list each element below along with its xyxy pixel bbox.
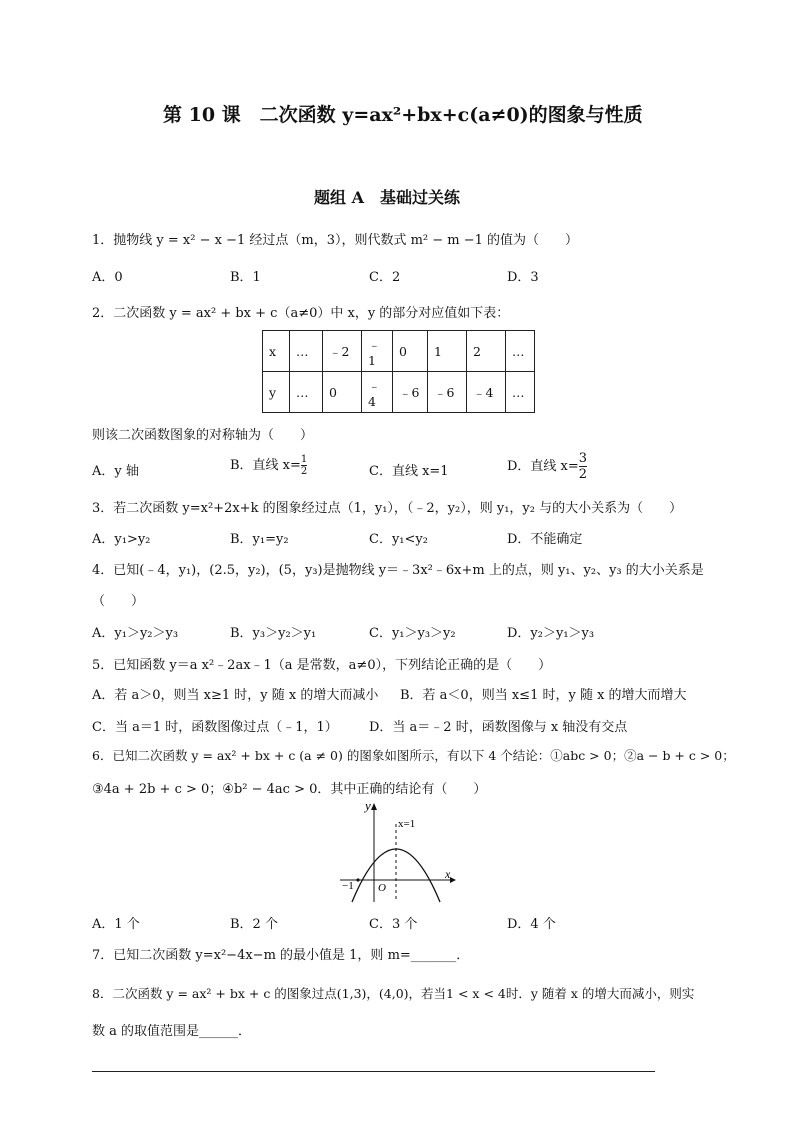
fraction-denominator: 2 (578, 467, 588, 482)
question-1-stem: 1．抛物线 y = x² − x −1 经过点（m，3），则代数式 m² − m −1 的值为（ ） (92, 233, 579, 248)
table-cell: … (290, 331, 323, 372)
page-title: 第 10 课 二次函数 y=ax²+bx+c(a≠0)的图象与性质 (163, 104, 643, 126)
question-2-ask: 则该二次函数图象的对称轴为（ ） (92, 428, 314, 443)
q3-option-a: A．y₁>y₂ (92, 532, 151, 547)
table-cell: ﹣4 (467, 372, 506, 413)
q2-option-c: C．直线 x=1 (369, 464, 449, 479)
fraction-denominator: 2 (300, 466, 308, 477)
neg-one-label: −1 (342, 880, 354, 892)
y-axis-label: y (365, 800, 371, 813)
origin-label: O (378, 882, 386, 894)
q1-option-c: C．2 (369, 270, 401, 285)
q3-option-c: C．y₁<y₂ (369, 532, 428, 547)
q6-option-a: A．1 个 (92, 917, 140, 932)
question-8-stem-line2: 数 a 的取值范围是______． (92, 1024, 252, 1039)
table-cell: ﹣6 (428, 372, 467, 413)
question-6-stem-line2: ③4a + 2b + c > 0；④b² − 4ac > 0．其中正确的结论有（ ） (92, 782, 487, 797)
q5-option-c: C．当 a＝1 时，函数图像过点（﹣1，1） (92, 720, 338, 735)
q1-option-a: A．0 (92, 270, 123, 285)
table-cell: ﹣1 (362, 331, 393, 372)
fraction-numerator: 1 (300, 454, 308, 465)
q1-option-d: D．3 (507, 270, 539, 285)
table-cell: ﹣6 (393, 372, 428, 413)
q2-option-d (507, 451, 587, 482)
table-cell: 2 (467, 331, 506, 372)
fraction (301, 454, 307, 477)
question-6-stem-line1: 6．已知二次函数 y = ax² + bx + c (a ≠ 0) 的图象如图所示，有以下 4 个结论：①abc > 0；②a − b + c > 0； (92, 748, 735, 763)
point-neg-one (356, 878, 359, 881)
y-axis-arrow-icon (371, 803, 377, 810)
group-title: 题组 A 基础过关练 (314, 188, 460, 207)
table-row-y (263, 372, 535, 413)
table-cell: … (506, 372, 535, 413)
question-4-stem-cont: （ ） (92, 594, 145, 609)
q2-option-a: A．y 轴 (92, 464, 139, 479)
table-cell: x (263, 331, 290, 372)
q4-option-c: C．y₁＞y₃＞y₂ (369, 626, 456, 641)
table-cell: ﹣2 (323, 331, 362, 372)
q3-option-d: D．不能确定 (507, 532, 583, 547)
q6-option-d: D．4 个 (507, 917, 556, 932)
q5-option-a: A．若 a＞0，则当 x≥1 时，y 随 x 的增大而减小 (92, 688, 379, 703)
value-table (262, 330, 535, 413)
q5-option-d: D．当 a＝﹣2 时，函数图像与 x 轴没有交点 (369, 720, 628, 735)
q4-option-a: A．y₁＞y₂＞y₃ (92, 626, 179, 641)
x-axis-label: x (445, 867, 451, 881)
fraction-numerator: 3 (578, 451, 588, 466)
table-cell: … (506, 331, 535, 372)
q6-option-c: C．3 个 (369, 917, 418, 932)
table-cell: … (290, 372, 323, 413)
table-row-x (263, 331, 535, 372)
q5-option-b: B．若 a＜0，则当 x≤1 时，y 随 x 的增大而增大 (400, 688, 687, 703)
x-axis-arrow-icon (450, 877, 456, 883)
table-cell: 0 (393, 331, 428, 372)
q3-option-b: B．y₁=y₂ (230, 532, 289, 547)
question-2-stem: 2．二次函数 y = ax² + bx + c（a≠0）中 x，y 的部分对应值如下表： (92, 306, 510, 321)
question-5-stem: 5．已知函数 y＝a x²﹣2ax﹣1（a 是常数，a≠0），下列结论正确的是（ ） (92, 658, 552, 673)
table-cell: 1 (428, 331, 467, 372)
table-cell: ﹣4 (362, 372, 393, 413)
table-cell: y (263, 372, 290, 413)
fraction (579, 451, 587, 482)
q4-option-b: B．y₃＞y₂＞y₁ (230, 626, 317, 641)
q1-option-b: B．1 (230, 270, 261, 285)
q4-option-d: D．y₂＞y₁＞y₃ (507, 626, 595, 641)
q2-option-b (230, 454, 307, 477)
q2-option-d-text: D．直线 x= (507, 459, 579, 474)
parabola-graph (338, 800, 458, 904)
symmetry-label: x=1 (398, 818, 416, 830)
footer-divider (92, 1071, 655, 1072)
question-7-stem: 7．已知二次函数 y=x²−4x−m 的最小值是 1，则 m=_______． (92, 948, 470, 963)
table-cell: 0 (323, 372, 362, 413)
question-3-stem: 3．若二次函数 y=x²+2x+k 的图象经过点（1，y₁），（﹣2，y₂），则 y₁，y₂ 与的大小关系为（ ） (92, 501, 683, 516)
q6-option-b: B．2 个 (230, 917, 278, 932)
question-8-stem-line1: 8．二次函数 y = ax² + bx + c 的图象过点(1,3)，(4,0)，若当1 < x < 4时．y 随着 x 的增大而减小，则实 (92, 986, 695, 1001)
q2-option-b-text: B．直线 x= (230, 458, 301, 473)
question-4-stem: 4．已知(﹣4，y₁)，(2.5，y₂)，(5，y₃)是抛物线 y＝﹣3x²﹣6x+m 上的点，则 y₁、y₂、y₃ 的大小关系是 (92, 563, 704, 578)
